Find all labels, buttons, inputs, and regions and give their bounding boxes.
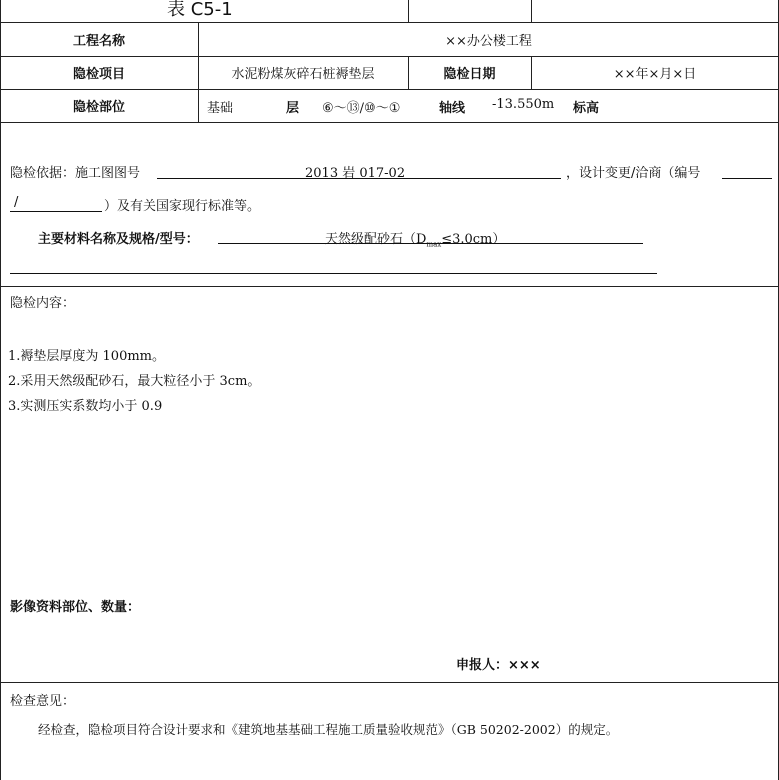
location-part-foundation: 基础 (207, 101, 234, 116)
change-no-underline-1 (722, 178, 772, 179)
elevation-value: -13.550m (492, 97, 555, 112)
inspect-date-value: ××年×月×日 (613, 67, 697, 82)
elevation-label: 标高 (573, 101, 600, 116)
basis-tail: ）及有关国家现行标准等。 (104, 199, 261, 214)
image-data-label: 影像资料部位、数量： (10, 600, 141, 615)
material-value: 天然级配砂石$(D_{max}\le 3.0cm)$ (325, 232, 506, 249)
change-no-underline-2 (10, 211, 102, 212)
review-text: 经检查，隐检项目符合设计要求和《建筑地基基础工程施工质量验收规范》（GB 50202-2002）的规定。 (38, 722, 619, 737)
drawing-no-value: 2013 岩 017-02 (305, 166, 406, 181)
inspect-item-value: 水泥粉煤灰碎石桩褥垫层 (231, 67, 375, 82)
material-label: 主要材料名称及规格/型号： (38, 232, 199, 247)
location-label: 隐检部位 (72, 100, 125, 115)
project-name-label: 工程名称 (72, 33, 125, 49)
reporter: 申报人：××× (456, 658, 541, 673)
design-change-label: ，设计变更/洽商（编号 (566, 166, 701, 181)
inspect-item-label: 隐检项目 (72, 67, 125, 82)
review-divider (0, 682, 779, 683)
row-line-4 (0, 122, 779, 123)
content-item-2: 2.采用天然级配砂石，最大粒径小于 3cm。 (8, 374, 261, 389)
location-axis-value: ⑥～⑬/⑩～① (322, 101, 401, 116)
form-table-number: 表 C5-1 (167, 0, 233, 20)
change-no-value: / (14, 195, 19, 210)
blank-underline (10, 273, 657, 274)
location-part-floor: 层 (286, 101, 300, 116)
top-divider-1 (408, 0, 409, 22)
content-item-3: 3.实测压实系数均小于 0.9 (8, 399, 163, 414)
axis-label: 轴线 (439, 101, 466, 116)
content-item-1: 1.褥垫层厚度为 100mm。 (8, 349, 166, 364)
project-name-value: ××办公楼工程 (445, 33, 532, 49)
basis-label: 隐检依据：施工图图号 (10, 166, 141, 181)
content-divider (0, 286, 779, 287)
content-label: 隐检内容： (10, 296, 76, 311)
review-label: 检查意见： (10, 694, 76, 709)
inspect-date-label: 隐检日期 (443, 67, 496, 82)
top-divider-2 (531, 0, 532, 22)
